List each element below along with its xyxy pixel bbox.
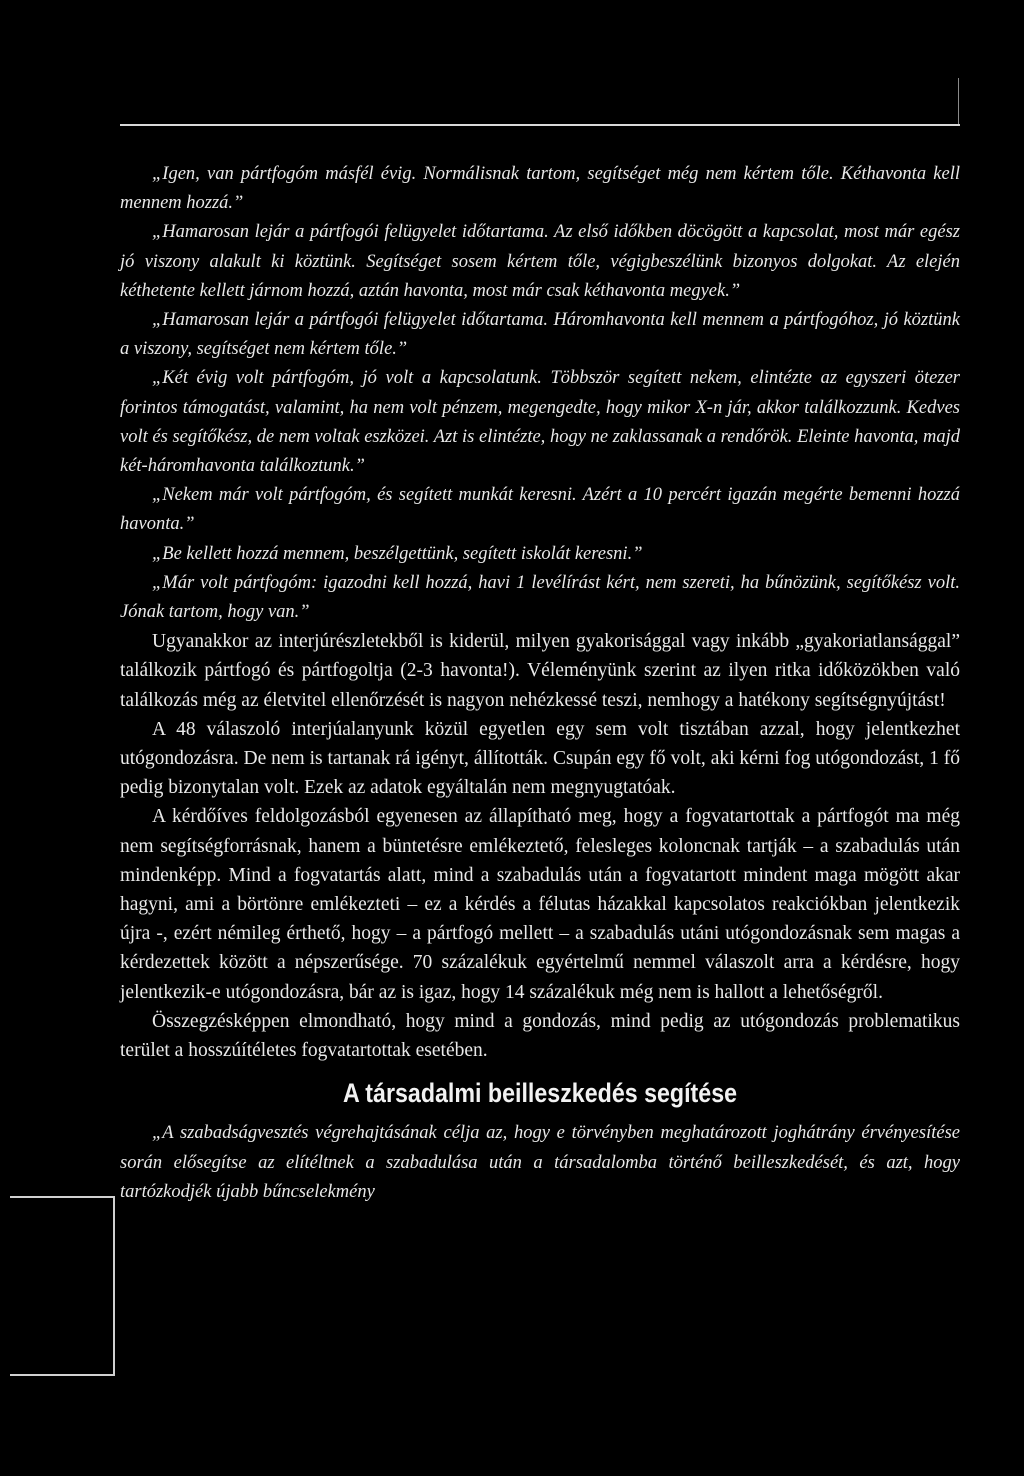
body-paragraph-3: A kérdőíves feldolgozásból egyenesen az állapítható meg, hogy a fogvatartottak a pártfogót ma még nem segítségforrásnak, hanem a büntetésre emlékeztető, felesleges koloncnak tartják – a szabadulás után mindenképp. Mind a fogvatartás alatt, mind a szabadulás után a fogvatartott mindent maga mögött akar hagyni, ami a börtönre emlékezteti – ez a kérdés a félutas házakkal kapcsolatos reakciókban jelentkezik újra -, ezért némileg érthető, hogy – a pártfogó mellett – a szabadulás utáni utógondozásnak sem magas a kérdezettek között a népszerűsége. 70 százalékuk egyértelmű nemmel válaszolt arra a kérdésre, hogy jelentkezik-e utógondozásra, bár az is igaz, hogy 14 százalékuk még nem is hallott a lehetőségről. <box>120 806 960 1003</box>
section-heading: A társadalmi beilleszkedés segítése <box>342 1078 738 1109</box>
interview-quote-6: „Be kellett hozzá mennem, beszélgettünk, segített iskolát keresni.” <box>152 543 643 564</box>
body-paragraph-4: Összegzésképpen elmondható, hogy mind a gondozás, mind pedig az utógondozás problematikus terület a hosszúítéletes fogvatartottak esetében. <box>120 1010 960 1062</box>
top-rule <box>120 124 960 126</box>
interview-quote-2: „Hamarosan lejár a pártfogói felügyelet időtartama. Az első időkben döcögött a kapcsolat, most már egész jó viszony alakult ki köztünk. Segítséget sosem kértem tőle, végigbeszélünk bizonyos dolgokat. Az elején kéthetente kellett járnom hozzá, aztán havonta, most már csak kéthavonta megyek.” <box>120 222 960 301</box>
interview-quote-7: „Már volt pártfogóm: igazodni kell hozzá, havi 1 levélírást kért, nem szereti, ha bűnözünk, segítőkész volt. Jónak tartom, hogy van.” <box>120 572 960 623</box>
margin-bracket <box>0 1196 115 1376</box>
interview-quote-3: „Hamarosan lejár a pártfogói felügyelet időtartama. Háromhavonta kell mennem a pártfogóhoz, jó köztünk a viszony, segítséget nem kértem tőle.” <box>120 310 960 360</box>
page-body <box>120 160 960 1207</box>
body-paragraph-2: A 48 válaszoló interjúalanyunk közül egyetlen egy sem volt tisztában azzal, hogy jelentkezhet utógondozásra. De nem is tartanak rá igényt, állították. Csupán egy fő volt, aki kérni fog utógondozást, 1 fő pedig bizonytalan volt. Ezek az adatok egyáltalán nem megnyugtatóak. <box>120 718 960 799</box>
law-quote: „A szabadságvesztés végrehajtásának célja az, hogy e törvényben meghatározott joghátrány érvényesítése során elősegítse az elítéltnek a szabadulása után a társadalomba történő beilleszkedését, és azt, hogy tartózkodjék újabb bűncselekmény <box>120 1123 960 1202</box>
interview-quote-4: „Két évig volt pártfogóm, jó volt a kapcsolatunk. Többször segített nekem, elintézte az egyszeri ötezer forintos támogatást, valamint, ha nem volt pénzem, megengedte, hogy mikor X-n jár, akkor találkozzunk. Kedves volt és segítőkész, de nem voltak eszközei. Azt is elintézte, hogy ne zaklassanak a rendőrök. Eleinte havonta, majd két-háromhavonta találkoztunk.” <box>120 368 960 477</box>
interview-quote-5: „Nekem már volt pártfogóm, és segített munkát keresni. Azért a 10 percért igazán megérte bemenni hozzá havonta.” <box>120 485 960 535</box>
body-paragraph-1: Ugyanakkor az interjúrészletekből is kiderül, milyen gyakorisággal vagy inkább „gyakoriatlansággal” találkozik pártfogó és pártfogoltja (2-3 havonta!). Véleményünk szerint az ilyen ritka időközökben való találkozás még az életvitel ellenőrzését is nagyon nehézkessé teszi, nemhogy a hatékony segítségnyújtást! <box>120 631 960 711</box>
edge-mark <box>958 78 959 124</box>
interview-quote-1: „Igen, van pártfogóm másfél évig. Normálisnak tartom, segítséget még nem kértem tőle. Kéthavonta kell mennem hozzá.” <box>120 164 960 214</box>
